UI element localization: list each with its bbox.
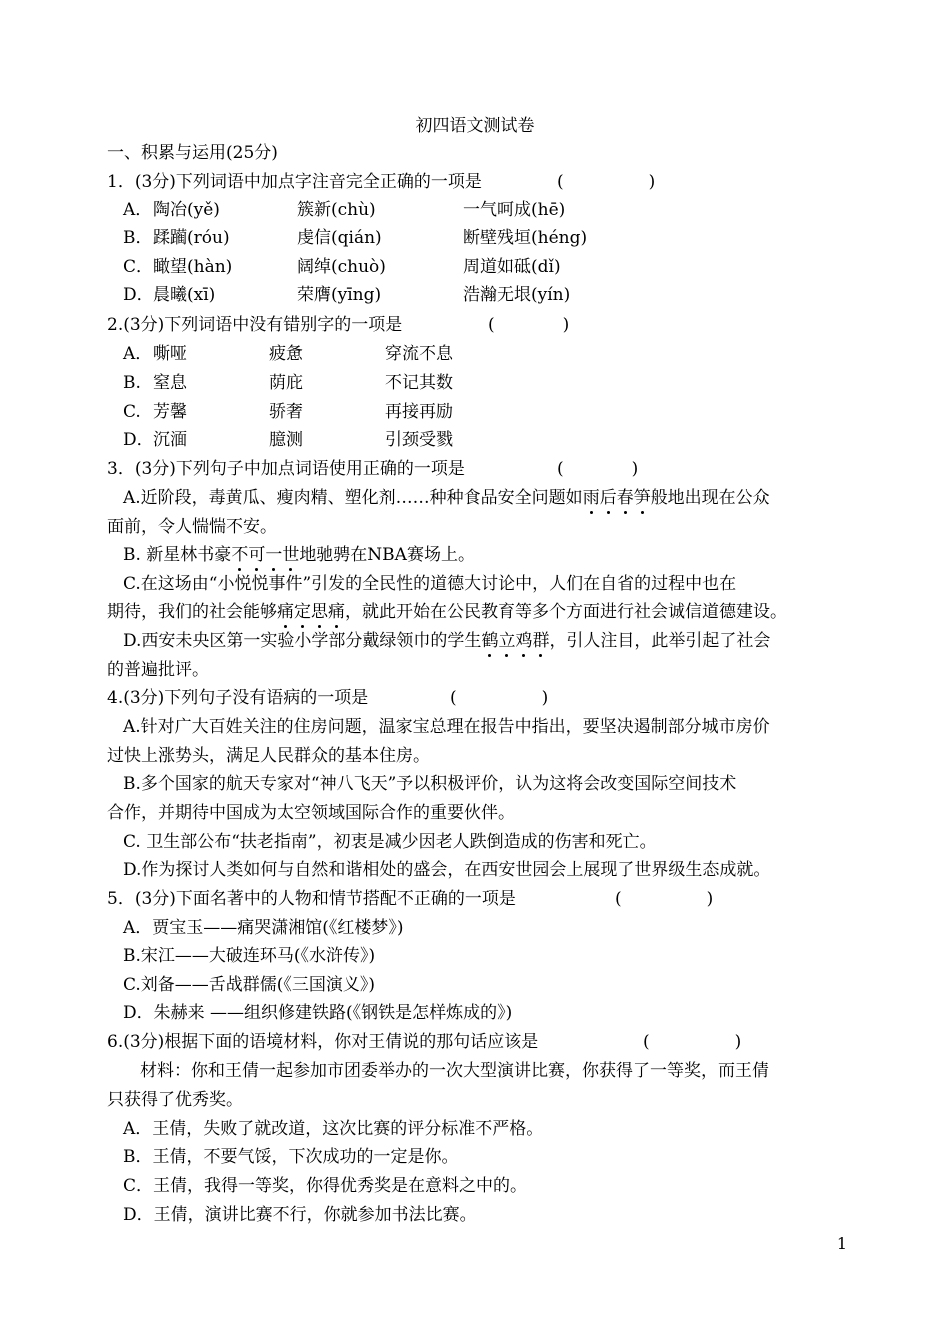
option-d: D．朱赫来 ——组织修建铁路(《钢铁是怎样炼成的》) (123, 1003, 513, 1023)
option-b: B．王倩，不要气馁，下次成功的一定是你。 (123, 1147, 459, 1167)
option-text: ，就此开始在公民教育等多个方面进行社会诚信道德建设。 (345, 602, 787, 622)
question-6 (107, 1031, 742, 1053)
emphasis-dot-char: 痛 (277, 602, 294, 622)
question-stem: 5．(3分)下面名著中的人物和情节搭配不正确的一项是 (107, 889, 516, 909)
question-stem: 1．(3分)下列词语中加点字注音完全正确的一项是 (107, 172, 482, 192)
dotted-phrase (481, 631, 549, 651)
option-word: 晨曦(xī) (153, 285, 216, 305)
option-word: 陶冶(yě) (153, 200, 220, 220)
answer-blank: ( ) (488, 315, 570, 335)
question-stem: 3．(3分)下列句子中加点词语使用正确的一项是 (107, 459, 465, 479)
option-letter: C. (123, 402, 141, 422)
emphasis-dot-char: 鸡 (515, 631, 533, 651)
option-b: B.宋江——大破连环马(《水浒传》) (123, 946, 376, 966)
option-letter: D． (123, 285, 154, 305)
option-word: 窒息 (153, 373, 187, 393)
emphasis-dot-char: 春 (616, 488, 634, 508)
option-text: 般地出现在公众 (650, 488, 770, 508)
option-d-line-1 (123, 630, 770, 652)
answer-blank: ( ) (643, 1032, 742, 1052)
emphasis-dot-char: 不 (231, 545, 249, 565)
answer-blank: ( ) (450, 688, 549, 708)
option-word: 芳馨 (153, 402, 187, 422)
material-line-1: 材料：你和王倩一起参加市团委举办的一次大型演讲比赛，你获得了一等奖，而王倩 (140, 1061, 769, 1081)
option-word: 断壁残垣(héng) (463, 228, 588, 248)
page-title: 初四语文测试卷 (415, 116, 535, 136)
option-letter: A． (123, 200, 153, 220)
emphasis-dot-char: 定 (294, 602, 311, 622)
option-word: 骄奢 (269, 402, 303, 422)
question-stem: 6.(3分)根据下面的语境材料，你对王倩说的那句话应该是 (107, 1032, 539, 1052)
option-row (123, 284, 571, 306)
question-2 (107, 314, 570, 336)
emphasis-dot-char: 可 (248, 545, 266, 565)
option-word: 周道如砥(dǐ) (463, 257, 561, 277)
option-word: 沉湎 (153, 430, 187, 450)
dotted-phrase (277, 602, 345, 622)
option-letter: A． (123, 344, 153, 364)
option-word: 瞰望(hàn) (153, 257, 233, 277)
answer-blank: ( ) (615, 889, 714, 909)
emphasis-dot-char: 世 (282, 545, 300, 565)
option-word: 不记其数 (385, 373, 453, 393)
option-b (123, 544, 475, 566)
option-letter: C． (123, 257, 154, 277)
option-text: B. 新星林书豪 (123, 545, 232, 565)
option-word: 荣膺(yīng) (297, 285, 382, 305)
option-word: 疲惫 (269, 344, 303, 364)
option-c: C．王倩，我得一等奖，你得优秀奖是在意料之中的。 (123, 1176, 528, 1196)
question-1 (107, 171, 656, 193)
emphasis-dot-char: 一 (265, 545, 283, 565)
option-c-line-2 (107, 601, 787, 623)
option-row (123, 199, 566, 221)
option-word: 荫庇 (269, 373, 303, 393)
option-text: 地驰骋在NBA赛场上。 (299, 545, 475, 565)
option-word: 浩瀚无垠(yín) (463, 285, 571, 305)
option-word: 蹂躏(róu) (153, 228, 230, 248)
emphasis-dot-char: 立 (498, 631, 516, 651)
option-text: 期待，我们的社会能够 (107, 602, 277, 622)
page-number: 1 (836, 1234, 847, 1253)
option-a: A．贾宝玉——痛哭潇湘馆(《红楼梦》) (123, 918, 404, 938)
option-c: C.刘备——舌战群儒(《三国演义》) (123, 975, 376, 995)
option-b-line-2: 合作，并期待中国成为太空领域国际合作的重要伙伴。 (107, 803, 515, 823)
option-a-line-2: 过快上涨势头，满足人民群众的基本住房。 (107, 746, 430, 766)
emphasis-dot-char: 群 (532, 631, 550, 651)
option-a-line-1 (123, 487, 770, 509)
emphasis-dot-char: 思 (311, 602, 328, 622)
dotted-phrase (583, 488, 651, 508)
material-line-2: 只获得了优秀奖。 (107, 1090, 243, 1110)
option-text: D.西安未央区第一实验小学部分戴绿领巾的学生 (123, 631, 482, 651)
question-5 (107, 888, 714, 910)
section-heading: 一、积累与运用(25分) (107, 143, 278, 163)
option-d: D．王倩，演讲比赛不行，你就参加书法比赛。 (123, 1205, 477, 1225)
option-letter: B. (123, 373, 141, 393)
emphasis-dot-char: 鹤 (481, 631, 499, 651)
option-row (123, 429, 453, 451)
option-word: 臆测 (269, 430, 303, 450)
option-a: A．王倩，失败了就改道，这次比赛的评分标准不严格。 (123, 1119, 544, 1139)
option-text: A.近阶段，毒黄瓜、瘦肉精、塑化剂……种种食品安全问题如 (123, 488, 583, 508)
option-word: 簇新(chù) (297, 200, 376, 220)
emphasis-dot-char: 笋 (633, 488, 651, 508)
option-c: C. 卫生部公布“扶老指南”，初衷是减少因老人跌倒造成的伤害和死亡。 (123, 832, 657, 852)
option-a-line-1: A.针对广大百姓关注的住房问题，温家宝总理在报告中指出，要坚决遏制部分城市房价 (123, 717, 770, 737)
option-word: 再接再励 (385, 402, 453, 422)
option-letter: B． (123, 228, 153, 248)
option-text: ，引人注目，此举引起了社会 (549, 631, 771, 651)
question-stem: 2.(3分)下列词语中没有错别字的一项是 (107, 315, 403, 335)
question-stem: 4.(3分)下列句子没有语病的一项是 (107, 688, 369, 708)
option-word: 虔信(qián) (297, 228, 382, 248)
option-word: 穿流不息 (385, 344, 453, 364)
option-d: D.作为探讨人类如何与自然和谐相处的盛会，在西安世园会上展现了世界级生态成就。 (123, 860, 771, 880)
emphasis-dot-char: 后 (599, 488, 617, 508)
option-row (123, 227, 588, 249)
option-word: 阔绰(chuò) (297, 257, 386, 277)
question-4 (107, 687, 549, 709)
dotted-phrase (231, 545, 299, 565)
option-word: 一气呵成(hē) (463, 200, 566, 220)
option-c-line-1: C.在这场由“小悦悦事件”引发的全民性的道德大讨论中，人们在自省的过程中也在 (123, 574, 737, 594)
option-d-line-2: 的普遍批评。 (107, 660, 209, 680)
option-letter: D． (123, 430, 154, 450)
emphasis-dot-char: 雨 (582, 488, 600, 508)
question-3 (107, 458, 639, 480)
option-word: 引颈受戮 (385, 430, 453, 450)
emphasis-dot-char: 痛 (328, 602, 345, 622)
option-row (123, 256, 561, 278)
option-a-line-2: 面前，令人惴惴不安。 (107, 517, 277, 537)
answer-blank: ( ) (557, 172, 656, 192)
answer-blank: ( ) (557, 459, 639, 479)
option-row (123, 343, 453, 365)
option-row (123, 401, 453, 423)
option-row (123, 372, 453, 394)
option-b-line-1: B.多个国家的航天专家对“神八飞天”予以积极评价，认为这将会改变国际空间技术 (123, 774, 737, 794)
option-word: 嘶哑 (153, 344, 187, 364)
